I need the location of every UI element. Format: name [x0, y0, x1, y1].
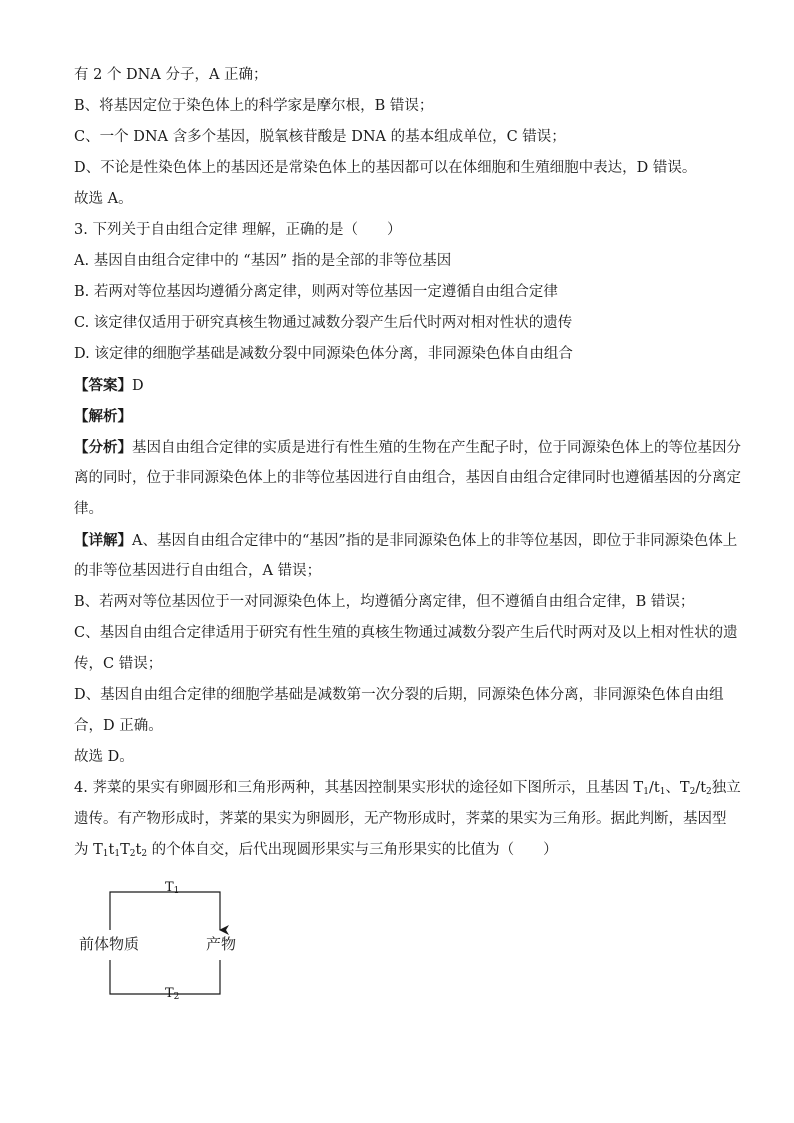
question-3-stem: 3. 下列关于自由组合定律 理解，正确的是（ ） — [74, 222, 402, 238]
enzyme-letter: T — [165, 986, 174, 1001]
precursor-label: 前体物质 — [79, 935, 140, 953]
subscript: 1 — [659, 787, 666, 797]
fenxi-tag: 【分析】 — [74, 439, 132, 456]
answer-tag: 【答案】 — [74, 377, 132, 394]
xiangjie-line-3: B、若两对等位基因位于一对同源染色体上，均遵循分离定律，但不遵循自由组合定律，B 错误； — [74, 594, 695, 610]
subscript: 1 — [114, 849, 121, 859]
subscript: 1 — [102, 849, 109, 859]
xiangjie-text: A、基因自由组合定律中的“基因”指的是非同源染色体上的非等位基因，即位于非同源染色体上 — [132, 533, 738, 549]
analysis-line — [74, 401, 724, 432]
enzyme-top-label — [165, 880, 179, 896]
subscript: 1 — [643, 787, 649, 797]
analysis-tag: 【解析】 — [74, 408, 132, 425]
text-run: 的个体自交，后代出现圆形果实与三角形果实的比值为（ ） — [147, 842, 558, 858]
xiangjie-tag: 【详解】 — [74, 532, 132, 549]
question-3-option-a: A. 基因自由组合定律中的 “基因” 指的是全部的非等位基因 — [74, 253, 452, 269]
text-line: 故选 A。 — [74, 191, 133, 207]
text-run: 、T — [665, 780, 690, 796]
question-3-option-c: C. 该定律仅适用于研究真核生物通过减数分裂产生后代时两对相对性状的遗传 — [74, 315, 573, 331]
conclusion-line: 故选 D。 — [74, 749, 134, 765]
xiangjie-line-7: 合，D 正确。 — [74, 718, 163, 734]
subscript: 2 — [706, 787, 712, 797]
xiangjie-line-6: D、基因自由组合定律的细胞学基础是减数第一次分裂的后期，同源染色体分离，非同源染色体自由组 — [74, 687, 724, 703]
question-4-line-3 — [74, 835, 724, 866]
product-label: 产物 — [206, 935, 237, 953]
question-3-option-d: D. 该定律的细胞学基础是减数分裂中同源染色体分离，非同源染色体自由组合 — [74, 346, 573, 362]
question-4-line-2: 遗传。有产物形成时，荠菜的果实为卵圆形，无产物形成时，荠菜的果实为三角形。据此判断，基因型 — [74, 811, 727, 827]
text-line: 有 2 个 DNA 分子，A 正确； — [74, 67, 268, 83]
text-run: /t — [648, 780, 660, 796]
fenxi-line-2: 离的同时，位于非同源染色体上的非等位基因进行自由组合，基因自由组合定律同时也遵循基因的分离定 — [74, 470, 741, 486]
enzyme-letter: T — [165, 880, 174, 895]
top-path — [110, 892, 220, 930]
fenxi-line-1 — [74, 432, 741, 463]
enzyme-subscript: 1 — [173, 886, 180, 896]
xiangjie-line-4: C、基因自由组合定律适用于研究有性生殖的真核生物通过减数分裂产生后代时两对及以上相对性状的遗 — [74, 625, 738, 641]
text-run: T — [120, 842, 130, 858]
text-line: D、不论是性染色体上的基因还是常染色体上的基因都可以在体细胞和生殖细胞中表达，D 错误。 — [74, 160, 697, 176]
text-run: 4. 荠菜的果实有卵圆形和三角形两种，其基因控制果实形状的途径如下图所示，且基因 T — [74, 780, 644, 796]
xiangjie-line-2: 的非等位基因进行自由组合，A 错误； — [74, 563, 322, 579]
enzyme-subscript: 2 — [173, 992, 180, 1002]
enzyme-bottom-label — [165, 986, 179, 1002]
subscript: 2 — [129, 849, 136, 859]
question-4-line-1 — [74, 773, 741, 804]
subscript: 2 — [689, 787, 696, 797]
answer-value: D — [132, 378, 144, 394]
text-run: t — [135, 842, 142, 858]
pathway-diagram — [74, 874, 274, 1014]
subscript: 2 — [141, 849, 148, 859]
answer-line — [74, 370, 724, 401]
question-3-option-b: B. 若两对等位基因均遵循分离定律，则两对等位基因一定遵循自由组合定律 — [74, 284, 558, 300]
page-content — [74, 60, 741, 866]
text-line: C、一个 DNA 含多个基因，脱氧核苷酸是 DNA 的基本组成单位，C 错误； — [74, 129, 566, 145]
text-run: t — [108, 842, 115, 858]
fenxi-text: 基因自由组合定律的实质是进行有性生殖的生物在产生配子时，位于同源染色体上的等位基因分 — [132, 440, 741, 456]
text-run: 为 T — [74, 842, 103, 858]
xiangjie-line-5: 传，C 错误； — [74, 656, 163, 672]
text-run: 独立 — [711, 780, 741, 796]
xiangjie-line-1 — [74, 525, 738, 556]
text-run: /t — [695, 780, 707, 796]
text-line: B、将基因定位于染色体上的科学家是摩尔根，B 错误； — [74, 98, 434, 114]
fenxi-line-3: 律。 — [74, 501, 103, 517]
